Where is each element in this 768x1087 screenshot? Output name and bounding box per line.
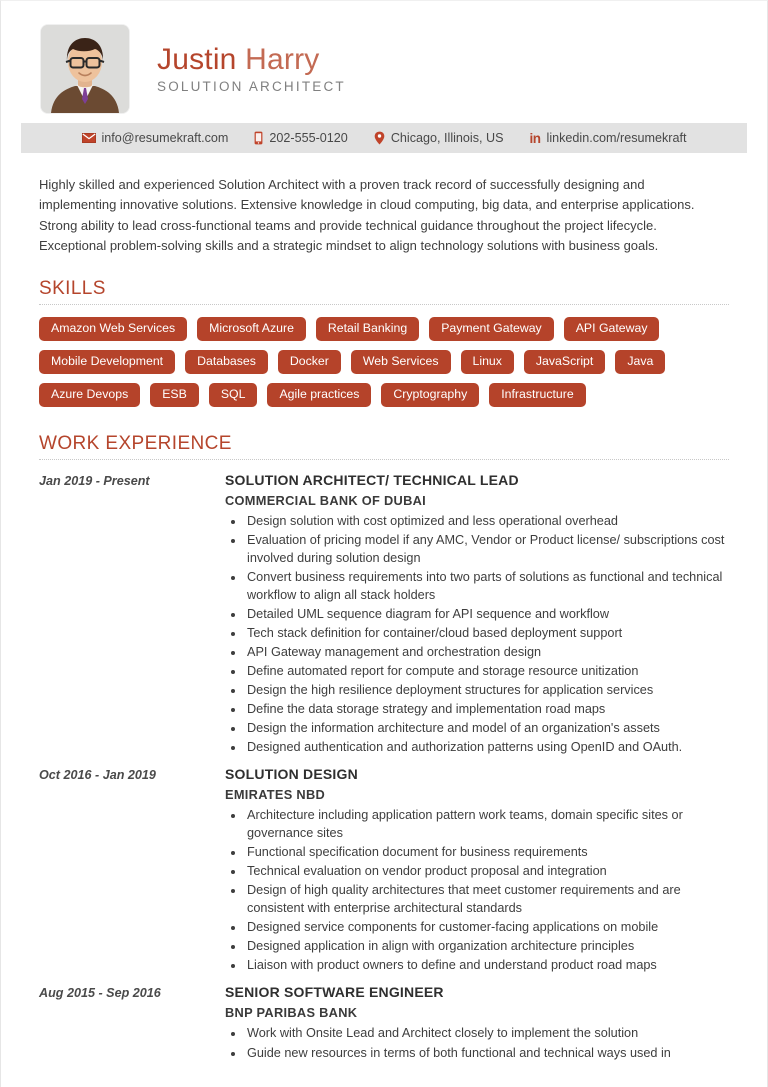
resume-content: [1, 153, 767, 1063]
job-bullets: [225, 806, 729, 974]
profile-photo: [41, 25, 129, 113]
job-body: [225, 766, 729, 975]
skill-tag: Infrastructure: [489, 383, 585, 407]
contact-location[interactable]: [374, 131, 504, 145]
job-body: [225, 984, 729, 1062]
last-name: Harry: [245, 42, 320, 76]
job-bullet: • Designed authentication and authorization patterns using OpenID and OAuth.: [245, 738, 729, 756]
job-bullet: • Design of high quality architectures that meet customer requirements and are consistent with enterprise architectural standards: [245, 881, 729, 917]
job-entry: [39, 766, 729, 975]
job-title: SOLUTION ARCHITECT: [157, 79, 346, 95]
skill-tag: SQL: [209, 383, 258, 407]
name-block: [157, 44, 346, 95]
experience-divider: [39, 459, 729, 460]
job-bullets: [225, 1024, 729, 1061]
skill-tag: Mobile Development: [39, 350, 175, 374]
skill-tag: Linux: [461, 350, 514, 374]
email-text: info@resumekraft.com: [101, 131, 229, 145]
job-bullet: • Guide new resources in terms of both functional and technical ways used in: [245, 1044, 729, 1062]
skill-tag: Microsoft Azure: [197, 317, 306, 341]
contact-email[interactable]: [82, 131, 229, 145]
skill-tag: Azure Devops: [39, 383, 140, 407]
contact-phone[interactable]: [254, 131, 347, 145]
job-body: [225, 472, 729, 757]
job-role: SOLUTION DESIGN: [225, 766, 358, 783]
job-bullet: • Design the high resilience deployment structures for application services: [245, 681, 729, 699]
envelope-icon: [82, 133, 96, 143]
skill-tag: Retail Banking: [316, 317, 419, 341]
job-bullets: [225, 512, 729, 756]
mobile-phone-icon: [254, 131, 263, 145]
job-dates: Oct 2016 - Jan 2019: [39, 768, 156, 783]
map-pin-icon: [374, 131, 385, 145]
job-bullet: • Architecture including application pattern work teams, domain specific sites or governance sites: [245, 806, 729, 842]
job-bullet: • Liaison with product owners to define and understand product road maps: [245, 956, 729, 974]
skill-tag: Databases: [185, 350, 268, 374]
skills-divider: [39, 304, 729, 305]
skill-tag: Amazon Web Services: [39, 317, 187, 341]
skill-tag: Cryptography: [381, 383, 479, 407]
location-text: Chicago, Illinois, US: [390, 131, 504, 145]
job-bullet: • Convert business requirements into two parts of solutions as functional and technical workflow to align all stack holders: [245, 568, 729, 604]
job-company: BNP PARIBAS BANK: [225, 1005, 358, 1021]
job-entry: [39, 984, 729, 1062]
jobs-list: [39, 472, 729, 1063]
professional-summary: Highly skilled and experienced Solution Architect with a proven track record of successfully designing and implementing innovative solutions. Extensive knowledge in cloud computing, big data, and enterprise applications. Strong ability to lead cross-functional teams and provide technical guidance throughout the project lifecycle. Exceptional problem-solving skills and a strategic mindset to align technology solutions with business goals.: [39, 177, 695, 253]
job-entry: [39, 472, 729, 757]
job-company: COMMERCIAL BANK OF DUBAI: [225, 492, 427, 508]
first-name: Justin: [157, 42, 237, 76]
job-bullet: • Define the data storage strategy and implementation road maps: [245, 700, 729, 718]
job-bullet: • Functional specification document for business requirements: [245, 843, 729, 861]
skills-heading: SKILLS: [39, 278, 106, 300]
skill-tag: ESB: [150, 383, 199, 407]
skill-tag: Agile practices: [267, 383, 371, 407]
job-bullet: • Work with Onsite Lead and Architect closely to implement the solution: [245, 1024, 729, 1042]
job-bullet: • Detailed UML sequence diagram for API sequence and workflow: [245, 605, 729, 623]
skill-tag: Web Services: [351, 350, 451, 374]
resume-header: [1, 1, 767, 123]
experience-heading: WORK EXPERIENCE: [39, 432, 232, 454]
experience-section: [39, 433, 729, 1063]
phone-text: 202-555-0120: [269, 131, 348, 145]
job-bullet: • Evaluation of pricing model if any AMC, Vendor or Product license/ subscriptions cost involved during solution design: [245, 531, 729, 567]
job-bullet: • Tech stack definition for container/cloud based deployment support: [245, 624, 729, 642]
job-company: EMIRATES NBD: [225, 787, 326, 803]
job-bullet: • Design solution with cost optimized and less operational overhead: [245, 512, 729, 530]
job-role: SOLUTION ARCHITECT/ TECHNICAL LEAD: [225, 471, 519, 488]
skill-tag: JavaScript: [524, 350, 605, 374]
linkedin-icon: in: [529, 130, 541, 146]
job-dates: Jan 2019 - Present: [39, 473, 150, 488]
skill-tag: Docker: [278, 350, 341, 374]
job-bullet: • Designed service components for customer-facing applications on mobile: [245, 918, 729, 936]
job-dates: Aug 2015 - Sep 2016: [39, 986, 161, 1001]
job-bullet: • Technical evaluation on vendor product proposal and integration: [245, 862, 729, 880]
contact-linkedin[interactable]: [530, 131, 687, 146]
job-bullet: • Define automated report for compute and storage resource unitization: [245, 662, 729, 680]
contact-bar: [21, 123, 747, 153]
skill-tag: API Gateway: [564, 317, 660, 341]
linkedin-text: linkedin.com/resumekraft: [546, 131, 687, 145]
job-role: SENIOR SOFTWARE ENGINEER: [225, 984, 444, 1001]
skills-list: [39, 317, 729, 407]
full-name: [157, 44, 346, 76]
job-bullet: • API Gateway management and orchestration design: [245, 643, 729, 661]
skill-tag: Java: [615, 350, 665, 374]
job-bullet: • Designed application in align with organization architecture principles: [245, 937, 729, 955]
skill-tag: Payment Gateway: [429, 317, 553, 341]
skills-section: [39, 278, 729, 407]
job-bullet: • Design the information architecture and model of an organization's assets: [245, 719, 729, 737]
